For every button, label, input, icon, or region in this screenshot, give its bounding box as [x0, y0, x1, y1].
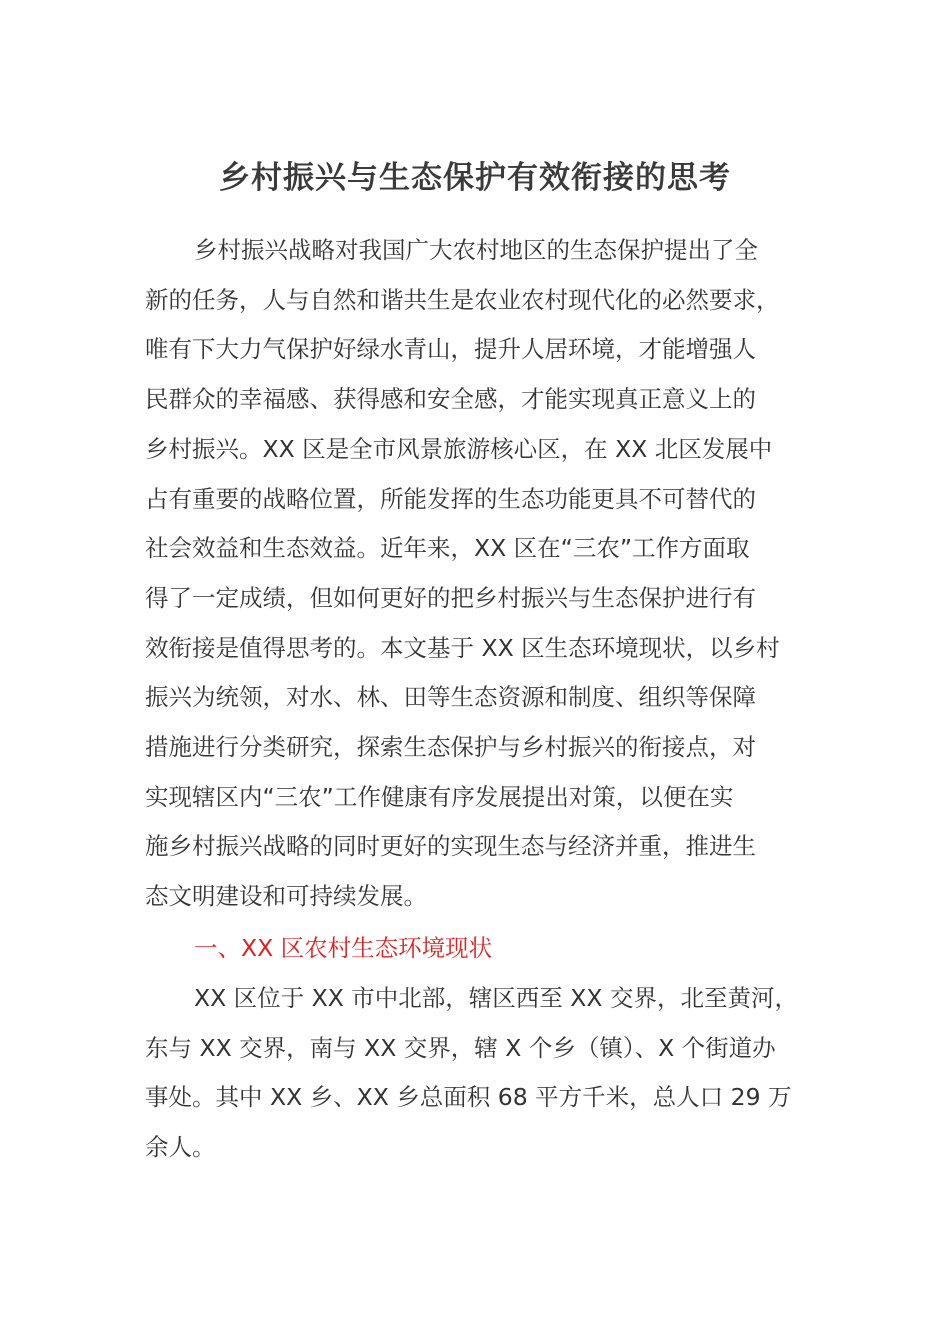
section-heading: 一、XX 区农村生态环境现状	[194, 934, 493, 962]
text-line: 实现辖区内“三农”工作健康有序发展提出对策，以便在实	[145, 782, 734, 811]
text-line: 余人。	[145, 1133, 216, 1162]
text-line: 措施进行分类研究，探索生态保护与乡村振兴的衔接点，对	[145, 733, 756, 762]
text-line: 社会效益和生态效益。近年来，XX 区在“三农”工作方面取	[145, 534, 750, 563]
text-line: 东与 XX 交界，南与 XX 交界，辖 X 个乡（镇）、X 个街道办	[145, 1033, 776, 1062]
paragraph-intro	[145, 226, 810, 922]
text-line: 新的任务，人与自然和谐共生是农业农村现代化的必然要求，	[145, 285, 780, 314]
text-line: 唯有下大力气保护好绿水青山，提升人居环境，才能增强人	[145, 335, 756, 364]
page-title: 乡村振兴与生态保护有效衔接的思考	[219, 160, 731, 196]
text-line: 振兴为统领，对水、林、田等生态资源和制度、组织等保障	[145, 683, 756, 712]
text-line: 乡村振兴战略对我国广大农村地区的生态保护提出了全	[194, 236, 758, 264]
text-line: 态文明建设和可持续发展。	[145, 882, 427, 911]
text-line: 施乡村振兴战略的同时更好的实现生态与经济并重，推进生	[145, 832, 756, 861]
text-line: XX 区位于 XX 市中北部，辖区西至 XX 交界，北至黄河，	[194, 984, 798, 1012]
text-line: 效衔接是值得思考的。本文基于 XX 区生态环境现状，以乡村	[145, 633, 780, 662]
paragraph-section1	[145, 974, 810, 1173]
text-line: 民群众的幸福感、获得感和安全感，才能实现真正意义上的	[145, 385, 756, 414]
text-line: 占有重要的战略位置，所能发挥的生态功能更具不可替代的	[145, 484, 756, 513]
text-line: 事处。其中 XX 乡、XX 乡总面积 68 平方千米，总人口 29 万	[145, 1083, 792, 1112]
text-line: 乡村振兴。XX 区是全市风景旅游核心区，在 XX 北区发展中	[145, 434, 773, 463]
text-line: 得了一定成绩，但如何更好的把乡村振兴与生态保护进行有	[145, 583, 756, 612]
